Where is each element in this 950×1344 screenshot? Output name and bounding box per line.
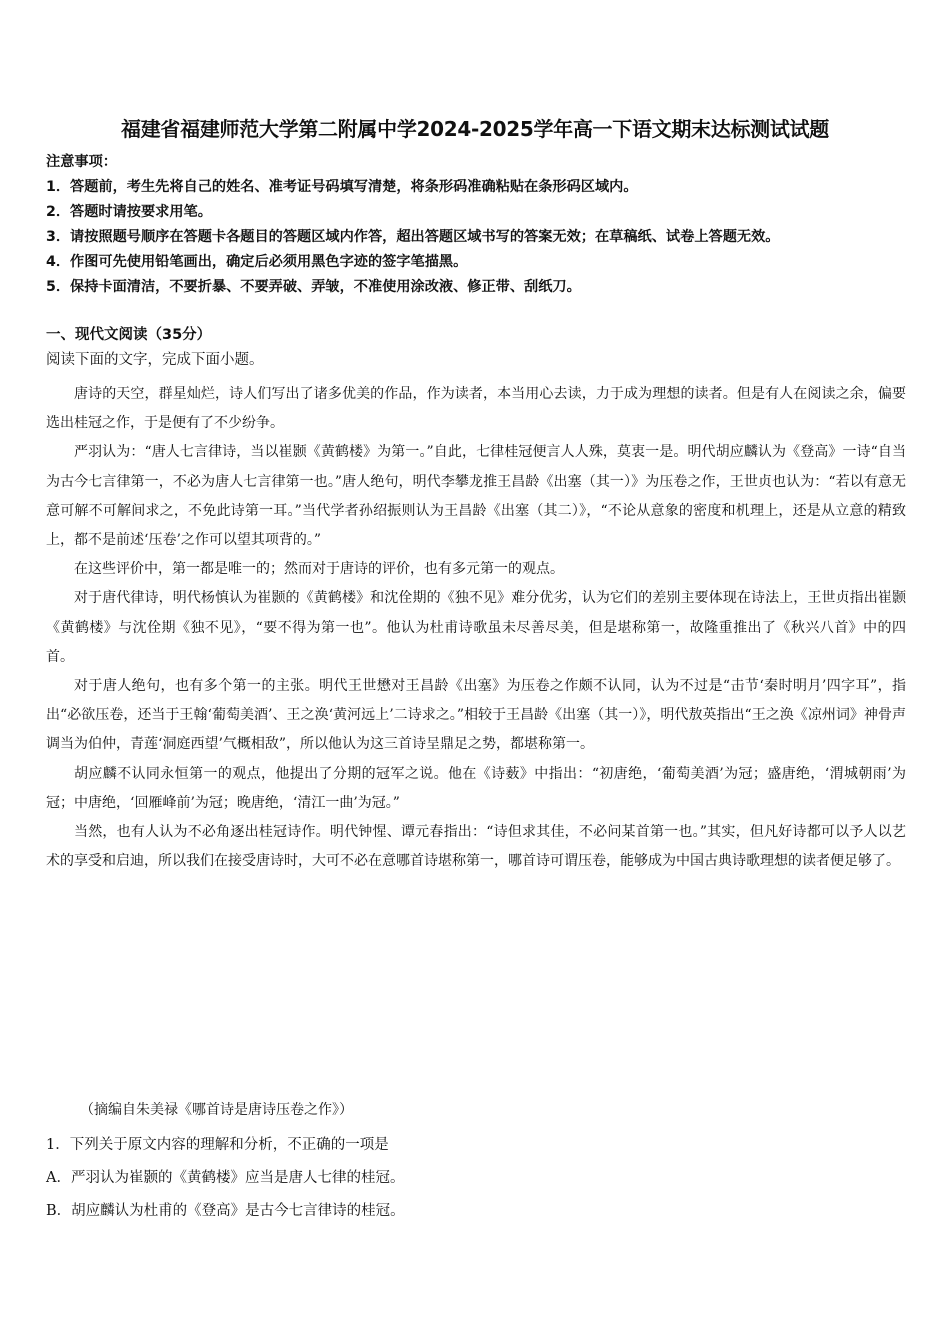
passage-paragraph: 对于唐代律诗，明代杨慎认为崔颢的《黄鹤楼》和沈佺期的《独不见》难分优劣，认为它们的差别主要体现在诗法上，王世贞指出崔颢《黄鹤楼》与沈佺期《独不见》，“要不得为第一也”。他认为杜甫诗歌虽未尽善尽美，但是堪称第一，故隆重推出了《秋兴八首》中的四首。: [46, 590, 906, 665]
notice-item: 1．答题前，考生先将自己的姓名、准考证号码填写清楚，将条形码准确粘贴在条形码区域内。: [46, 179, 638, 195]
notice-block: [46, 150, 916, 300]
passage-source: （摘编自朱美禄《哪首诗是唐诗压卷之作》）: [80, 1102, 353, 1118]
passage-paragraph: 当然，也有人认为不必角逐出桂冠诗作。明代钟惺、谭元春指出：“诗但求其佳，不必问某首第一也。”其实，但凡好诗都可以予人以艺术的享受和启迪，所以我们在接受唐诗时，大可不必在意哪首诗堪称第一，哪首诗可谓压卷，能够成为中国古典诗歌理想的读者便足够了。: [46, 824, 906, 870]
notice-item: 5．保持卡面清洁，不要折暴、不要弄破、弄皱，不准使用涂改液、修正带、刮纸刀。: [46, 279, 581, 295]
passage-paragraph: 在这些评价中，第一都是唯一的；然而对于唐诗的评价，也有多元第一的观点。: [74, 561, 564, 578]
notice-item: 2．答题时请按要求用笔。: [46, 204, 212, 220]
passage-paragraph: 胡应麟不认同永恒第一的观点，他提出了分期的冠军之说。他在《诗薮》中指出：“初唐绝，‘葡萄美酒’为冠；盛唐绝，‘渭城朝雨’为冠；中唐绝，‘回雁峰前’为冠；晚唐绝，‘清江一曲’为冠。”: [46, 765, 906, 811]
passage-paragraph: 严羽认为：“唐人七言律诗，当以崔颢《黄鹤楼》为第一。”自此，七律桂冠便言人人殊，莫衷一是。明代胡应麟认为《登高》一诗“自当为古今七言律第一，不必为唐人七言律第一也。”唐人绝句，明代李攀龙推王昌龄《出塞（其一）》为压卷之作，王世贞也认为：“若以有意无意可解不可解间求之，不免此诗第一耳。”当代学者孙绍振则认为王昌龄《出塞（其二）》，“不论从意象的密度和机理上，还是从立意的精致上，都不是前述‘压卷’之作可以望其项背的。”: [46, 444, 906, 549]
reading-instruction: 阅读下面的文字，完成下面小题。: [46, 352, 264, 368]
notice-item: 4．作图可先使用铅笔画出，确定后必须用黑色字迹的签字笔描黑。: [46, 254, 468, 270]
exam-title: 福建省福建师范大学第二附属中学2024-2025学年高一下语文期末达标测试试题: [121, 117, 829, 141]
notice-heading: 注意事项：: [46, 154, 117, 170]
passage-paragraph: 对于唐人绝句，也有多个第一的主张。明代王世懋对王昌龄《出塞》为压卷之作颇不认同，认为不过是“击节‘秦时明月’四字耳”，指出“必欲压卷，还当于王翰‘葡萄美酒’、王之涣‘黄河远上’二诗求之。”相较于王昌龄《出塞（其一）》，明代敖英指出“王之涣《凉州词》神骨声调当为伯仲，青莲‘洞庭西望’气概相敌”，所以他认为这三首诗呈鼎足之势，都堪称第一。: [46, 678, 906, 753]
question-stem: 1．下列关于原文内容的理解和分析，不正确的一项是: [46, 1137, 389, 1153]
notice-item: 3．请按照题号顺序在答题卡各题目的答题区域内作答，超出答题区域书写的答案无效；在草稿纸、试卷上答题无效。: [46, 229, 780, 245]
passage-paragraph: 唐诗的天空，群星灿烂，诗人们写出了诸多优美的作品，作为读者，本当用心去读，力于成为理想的读者。但是有人在阅读之余，偏要选出桂冠之作，于是便有了不少纷争。: [46, 386, 906, 432]
section-heading: 一、现代文阅读（35分）: [46, 327, 212, 343]
reading-passage: [46, 380, 906, 876]
question-block: [46, 1133, 916, 1232]
question-option-a: A．严羽认为崔颢的《黄鹤楼》应当是唐人七律的桂冠。: [46, 1170, 405, 1186]
question-option-b: B．胡应麟认为杜甫的《登高》是古今七言律诗的桂冠。: [46, 1203, 405, 1219]
